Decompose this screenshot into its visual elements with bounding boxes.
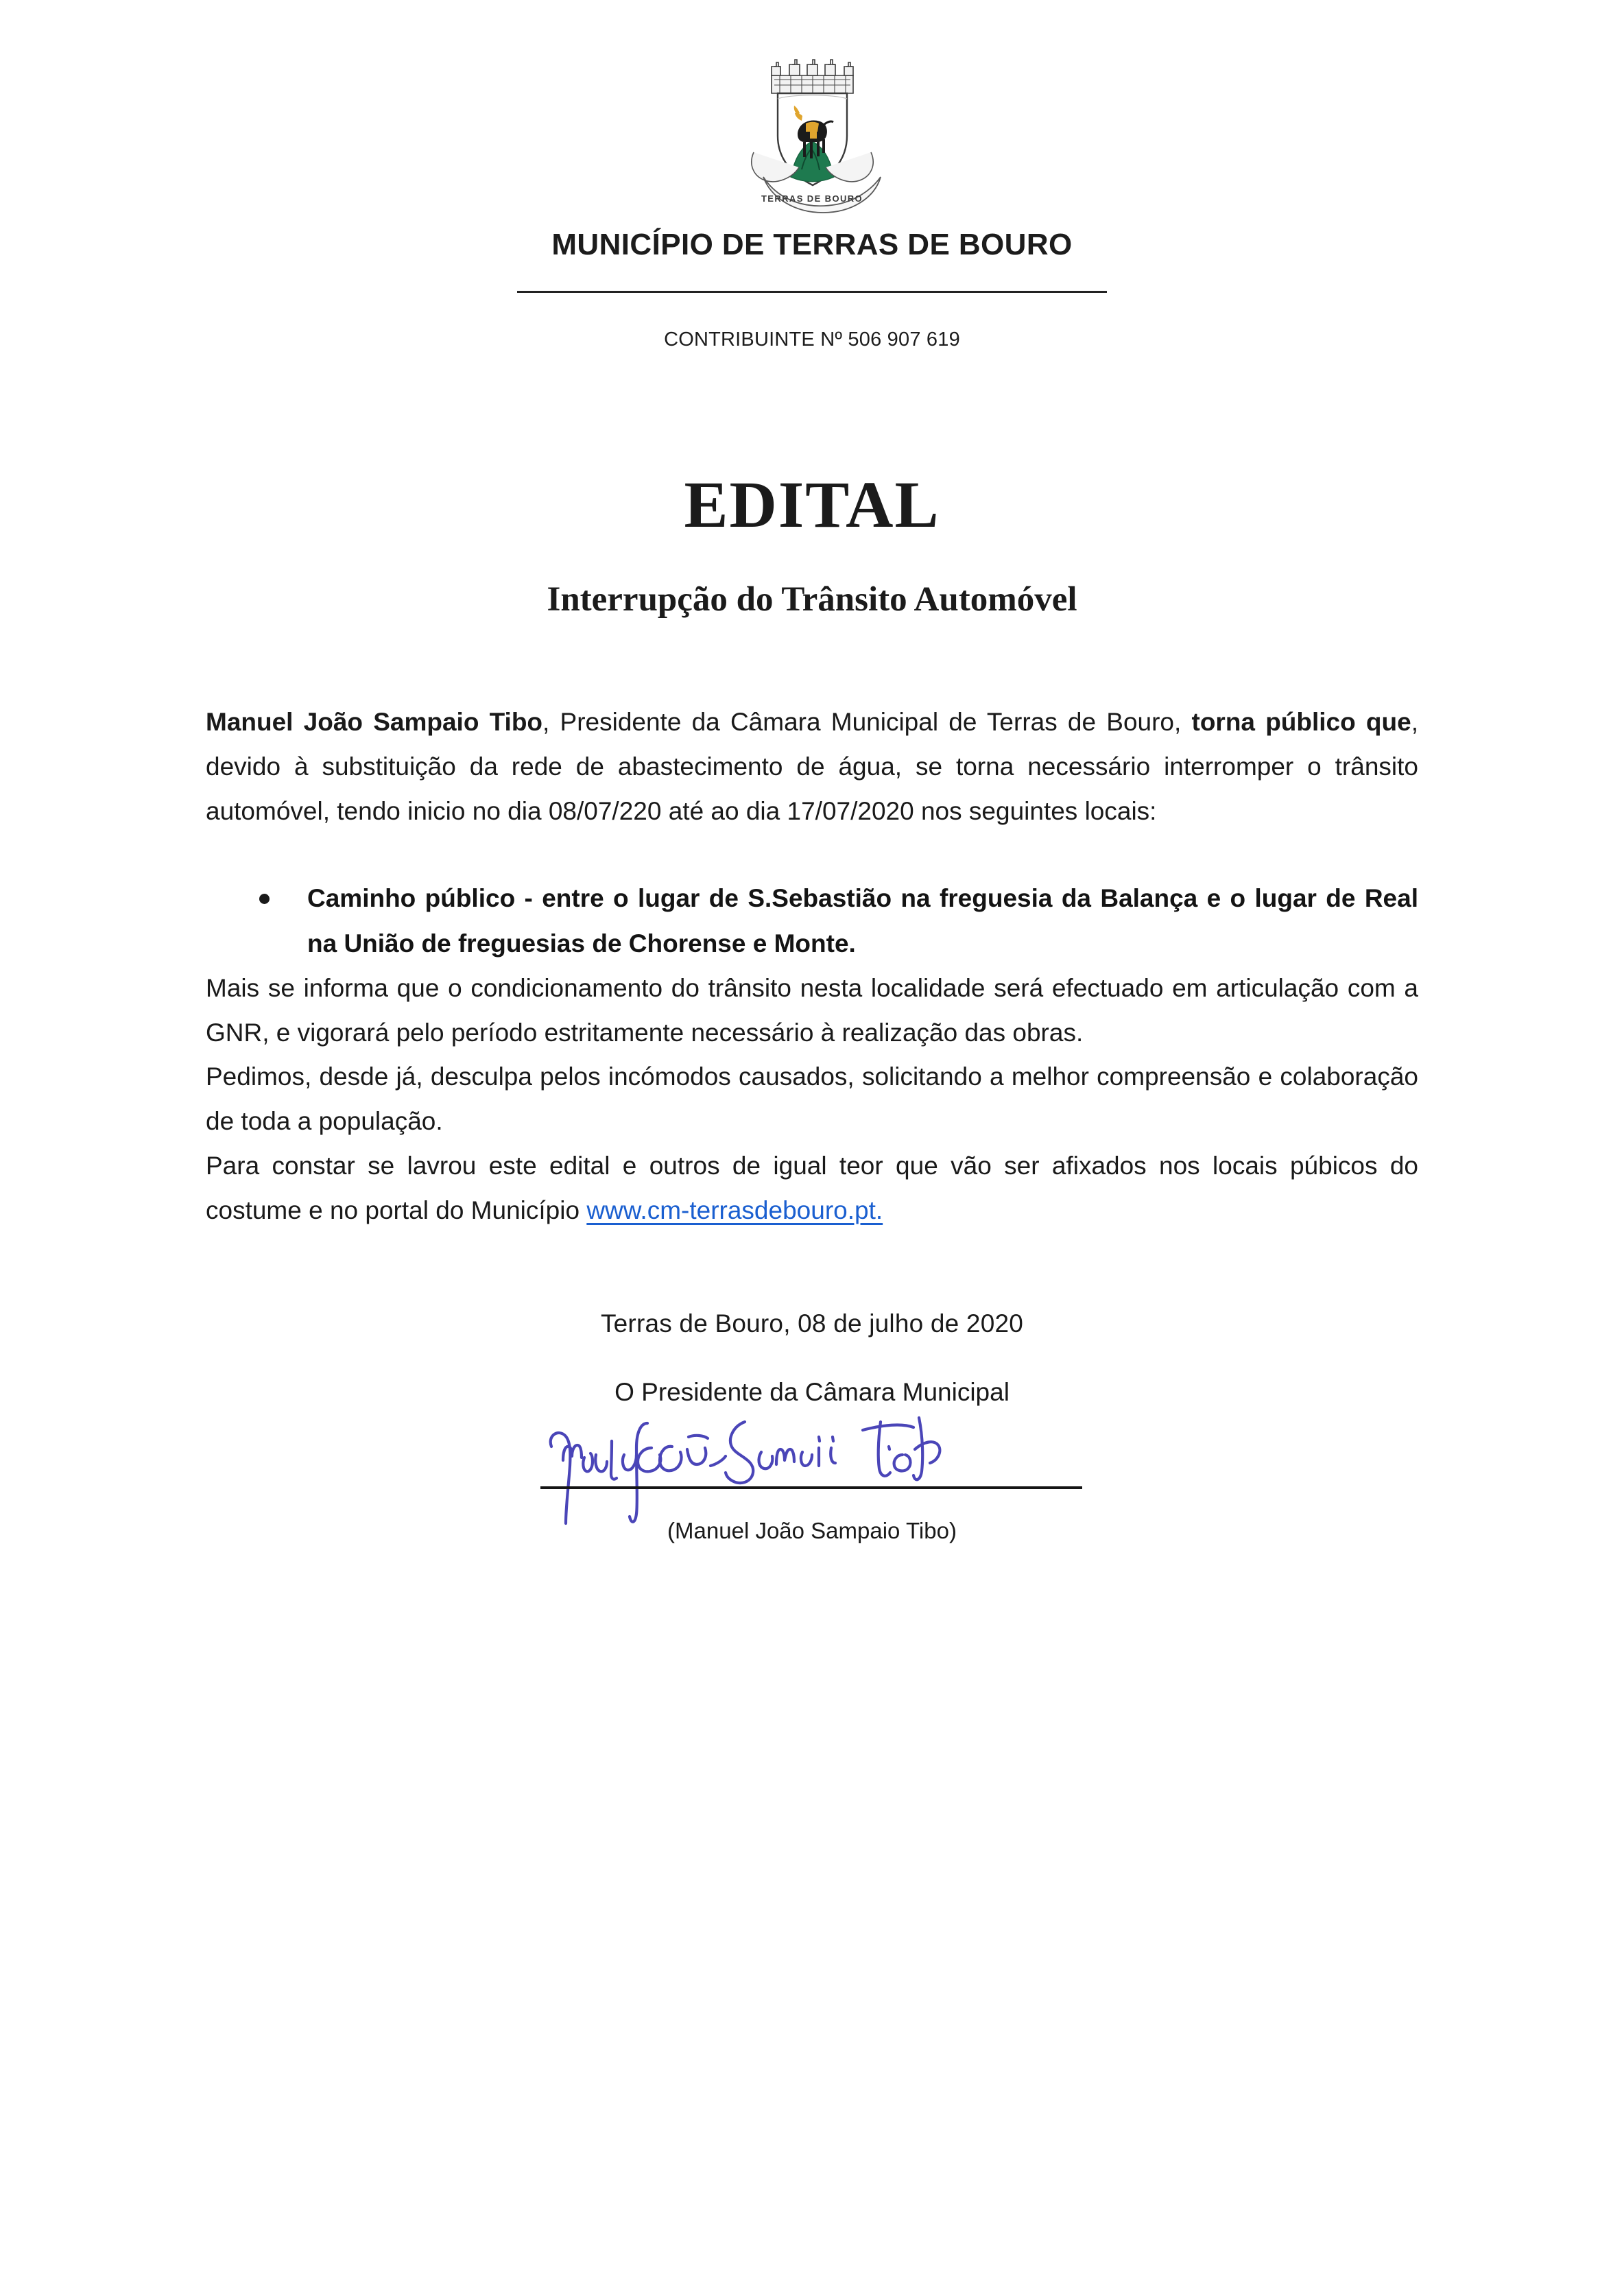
document-footer [206, 1309, 1418, 1544]
closing-text: Para constar se lavrou este edital e outros de igual teor que vão ser afixados nos locais púbicos do costume e no portal do Município [206, 1151, 1418, 1224]
closing-paragraph [206, 1144, 1418, 1233]
president-name: Manuel João Sampaio Tibo [206, 708, 543, 736]
municipality-portal-link[interactable]: www.cm-terrasdebouro.pt. [586, 1196, 883, 1224]
declaration-phrase: torna público que [1191, 708, 1411, 736]
signature-area [531, 1411, 1093, 1514]
bullet-icon [259, 894, 270, 904]
signatory-role: O Presidente da Câmara Municipal [614, 1378, 1010, 1407]
coat-of-arms-icon [739, 49, 886, 214]
document-title: EDITAL [684, 468, 940, 541]
affected-locations-list [206, 876, 1418, 966]
signature-name: (Manuel João Sampaio Tibo) [667, 1518, 957, 1544]
list-item [206, 876, 1418, 966]
organization-title: MUNICÍPIO DE TERRAS DE BOURO [551, 228, 1073, 261]
document-subtitle: Interrupção do Trânsito Automóvel [547, 580, 1077, 619]
handwritten-signature [531, 1407, 1093, 1523]
header-divider [517, 291, 1107, 293]
gnr-paragraph: Mais se informa que o condicionamento do trânsito nesta localidade será efectuado em articulação com a GNR, e vigorará pelo período estritamente necessário à realização das obras. [206, 973, 1418, 1047]
place-and-date: Terras de Bouro, 08 de julho de 2020 [600, 1309, 1024, 1338]
taxpayer-number: CONTRIBUINTE Nº 506 907 619 [664, 329, 960, 350]
intro-text-2: , devido à substituição da rede de abastecimento de água, se torna necessário interromper o trânsito automóvel, tendo inicio no dia 08/07/220 até ao dia 17/07/2020 nos seguintes locais: [206, 708, 1418, 825]
document-body [206, 619, 1418, 1544]
coat-of-arms-container [0, 0, 1624, 214]
location-text: Caminho público - entre o lugar de S.Sebastião na freguesia da Balança e o lugar de Real na União de freguesias de Chorense e Monte. [307, 884, 1418, 958]
intro-paragraph [206, 700, 1418, 833]
crest-motto-text: TERRAS DE BOURO [761, 193, 863, 204]
apology-paragraph: Pedimos, desde já, desculpa pelos incómodos causados, solicitando a melhor compreensão e colaboração de toda a população. [206, 1062, 1418, 1136]
intro-text-1: , Presidente da Câmara Municipal de Terras de Bouro, [542, 708, 1192, 736]
signature-line [540, 1486, 1082, 1489]
